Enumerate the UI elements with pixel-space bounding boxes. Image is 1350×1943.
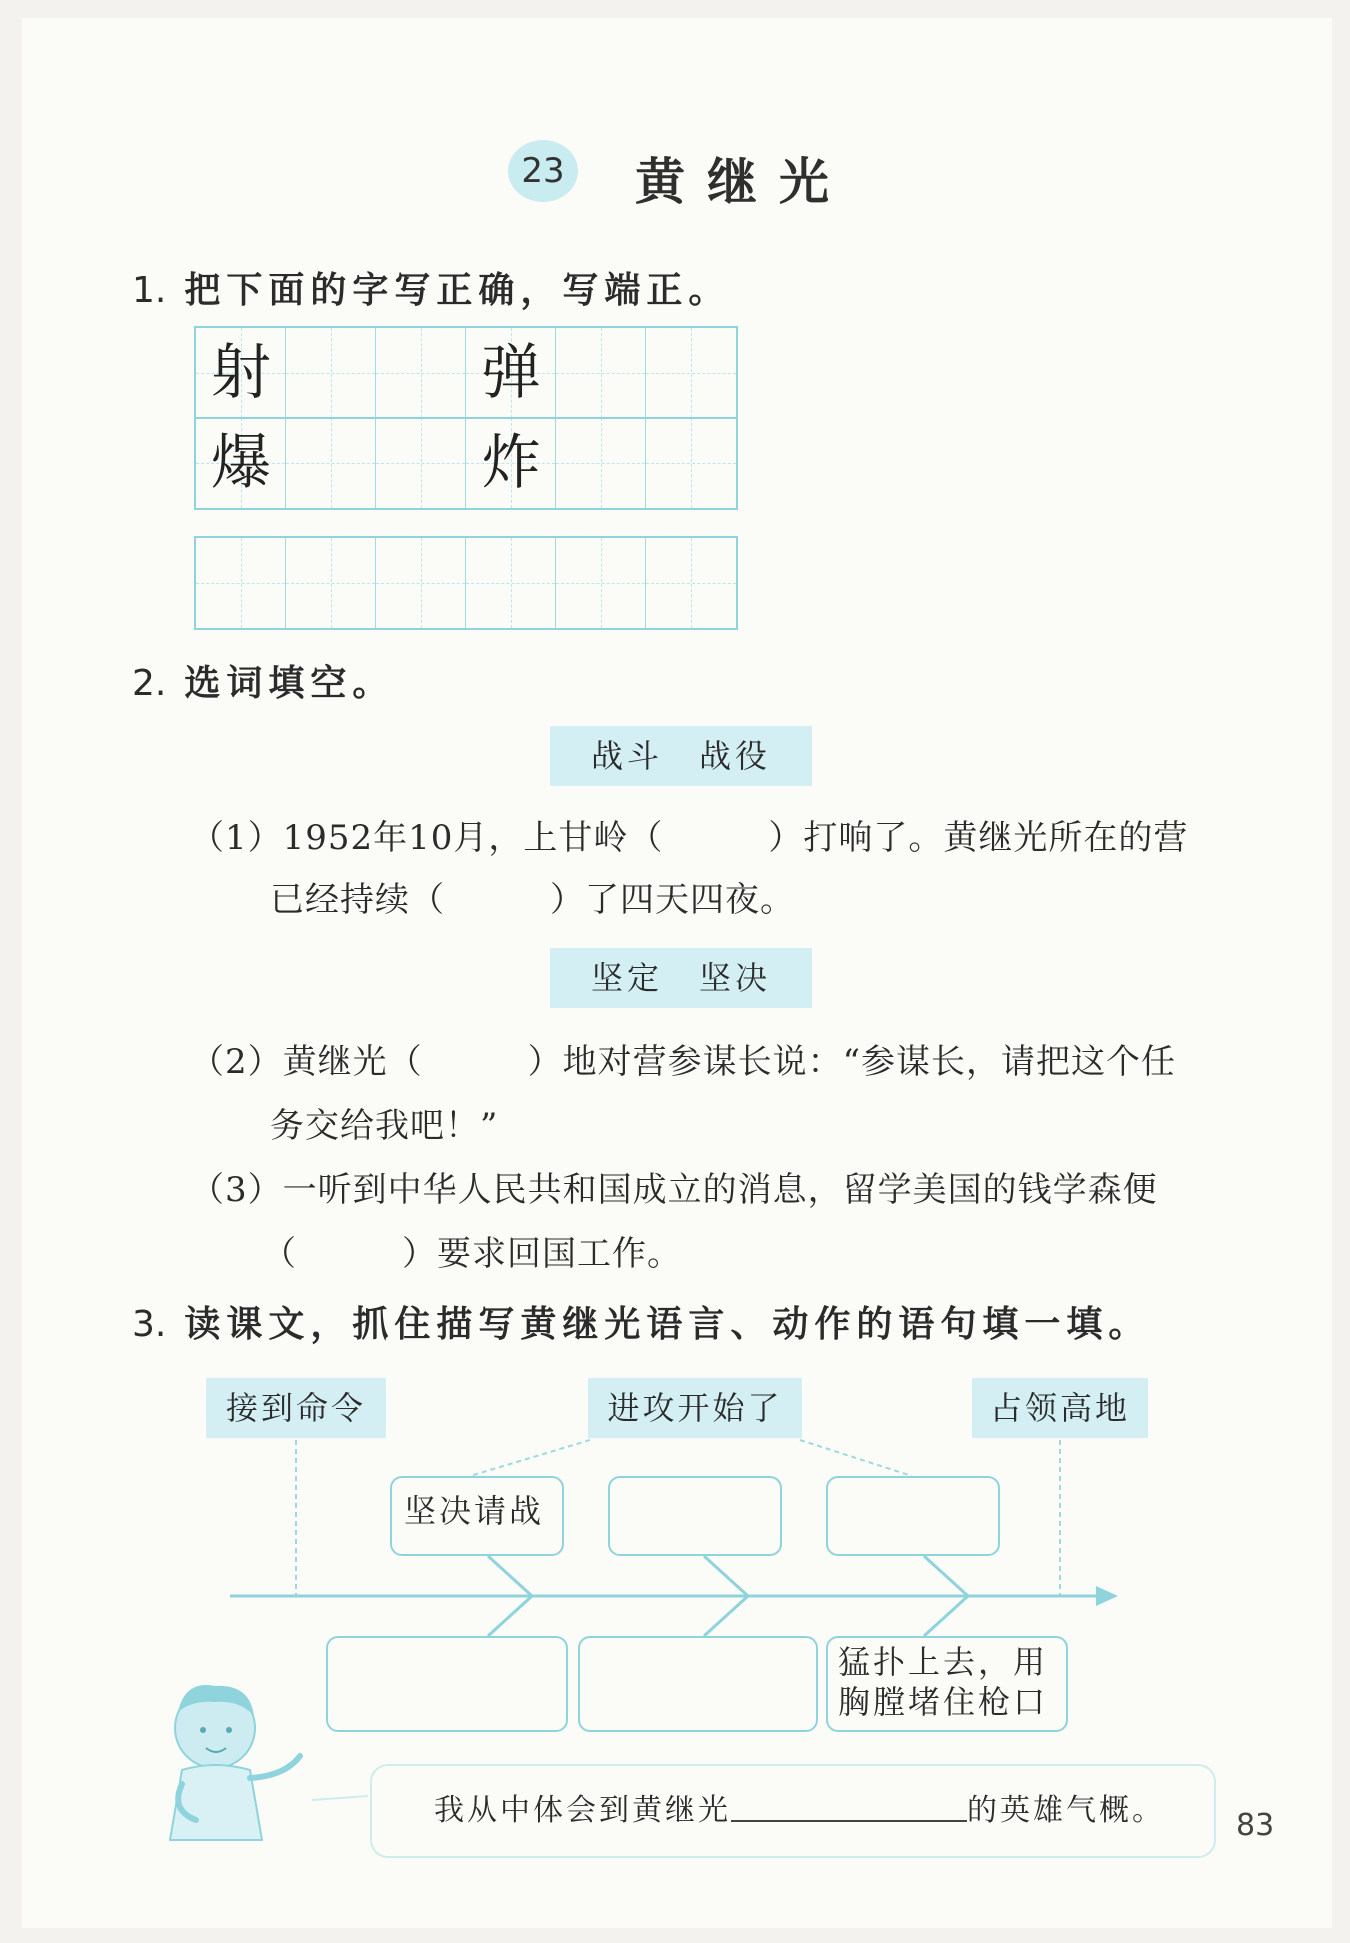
page-number: 83 — [1236, 1808, 1275, 1843]
speech-bubble — [370, 1764, 1216, 1858]
practice-char-she: 射 — [211, 338, 271, 408]
stage-occupy-highland: 占领高地 — [972, 1378, 1148, 1438]
language-box-1 — [390, 1476, 564, 1556]
lesson-title: 黄继光 — [635, 152, 851, 211]
sentence-3-line-1: （3）一听到中华人民共和国成立的消息，留学美国的钱学森便 — [190, 1170, 1158, 1210]
language-box-1-text: 坚决请战 — [404, 1492, 545, 1530]
practice-char-bao: 爆 — [211, 428, 271, 498]
sentence-2-line-2: 务交给我吧！” — [270, 1106, 499, 1146]
speech-answer-blank[interactable] — [731, 1782, 967, 1822]
stage-receive-order: 接到命令 — [206, 1378, 386, 1438]
practice-char-zha: 炸 — [481, 428, 541, 498]
q1-title: 把下面的字写正确，写端正。 — [184, 269, 731, 311]
q1-number: 1. — [132, 270, 167, 311]
word-choice-box-2: 坚定 坚决 — [550, 948, 812, 1008]
sentence-1-line-1: （1）1952年10月，上甘岭（ ）打响了。黄继光所在的营 — [190, 818, 1189, 858]
practice-char-dan: 弹 — [481, 338, 541, 408]
action-box-3-line-2: 胸膛堵住枪口 — [838, 1683, 1049, 1721]
sentence-1-line-2: 已经持续（ ）了四天四夜。 — [270, 880, 795, 920]
word-choice-box-1: 战斗 战役 — [550, 726, 812, 786]
q3-title: 读课文，抓住描写黄继光语言、动作的语句填一填。 — [184, 1303, 1151, 1345]
q2-title: 选词填空。 — [184, 662, 395, 704]
sentence-3-line-2: （ ）要求回国工作。 — [262, 1234, 682, 1274]
speech-text-before: 我从中体会到黄继光 — [434, 1793, 731, 1828]
sentence-2-line-1: （2）黄继光（ ）地对营参谋长说：“参谋长，请把这个任 — [190, 1042, 1177, 1082]
action-box-3 — [826, 1636, 1068, 1732]
action-box-1[interactable] — [326, 1636, 568, 1732]
language-box-3[interactable] — [826, 1476, 1000, 1556]
q3-number: 3. — [132, 1304, 167, 1345]
speech-text-after: 的英雄气概。 — [967, 1793, 1165, 1828]
action-box-3-line-1: 猛扑上去，用 — [838, 1643, 1049, 1681]
action-box-2[interactable] — [578, 1636, 818, 1732]
q2-number: 2. — [132, 663, 167, 704]
stage-attack-begins: 进攻开始了 — [588, 1378, 802, 1438]
lesson-number-badge: 23 — [508, 140, 578, 202]
language-box-2[interactable] — [608, 1476, 782, 1556]
